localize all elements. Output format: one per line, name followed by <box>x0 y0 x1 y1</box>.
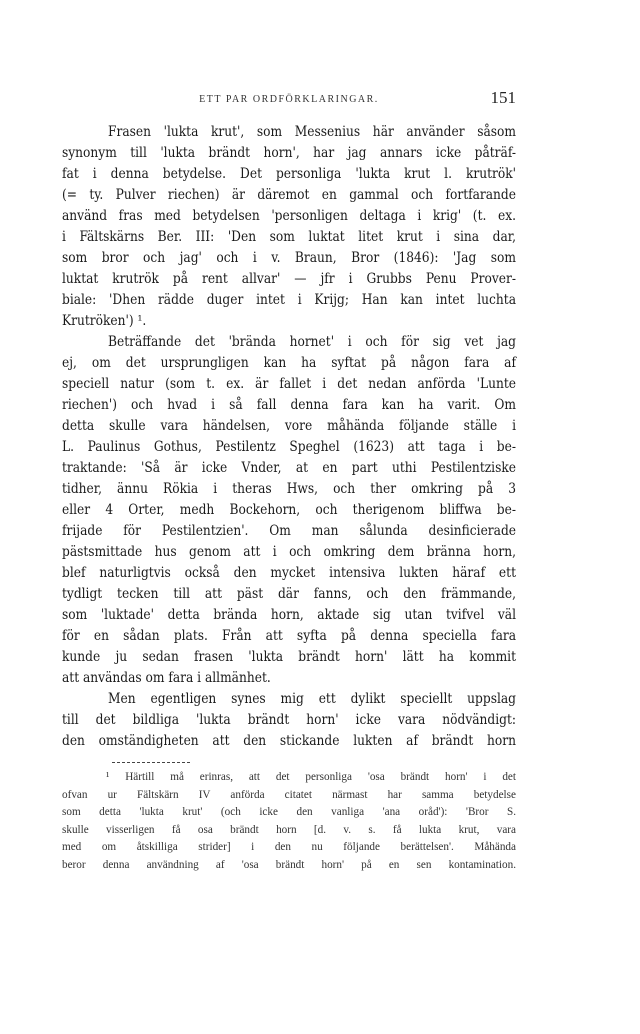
body-text <box>62 122 516 752</box>
footnote-rule <box>112 762 190 763</box>
text-line: Beträffande det 'brända hornet' i och för sig vet jag <box>108 334 516 350</box>
footnote-line: ofvan ur Fältskärn IV anförda citatet närmast har samma betydelse <box>62 788 516 801</box>
footnote-line: skulle visserligen få osa brändt horn [d. v. s. få lukta krut, vara <box>62 823 516 836</box>
text-line: använd fras med betydelsen 'personligen deltaga i krig' (t. ex. <box>62 208 516 224</box>
footnote-line: beror denna användning af 'osa brändt horn' på en sen kontamination. <box>62 858 516 871</box>
text-line: (= ty. Pulver riechen) är däremot en gammal och fortfarande <box>62 187 516 203</box>
text-line: som 'luktade' detta brända horn, aktade sig utan tvifvel väl <box>62 607 516 623</box>
text-line: som bror och jag' och i v. Braun, Bror (1846): 'Jag som <box>62 250 516 266</box>
text-line: biale: 'Dhen rädde duger intet i Krijg; Han kan intet luchta <box>62 292 516 308</box>
footnote-line: ¹ Härtill må erinras, att det personliga 'osa brändt horn' i det <box>106 771 516 783</box>
book-page <box>62 88 516 874</box>
text-line: detta skulle vara händelsen, vore måhända följande ställe i <box>62 418 516 434</box>
running-title: ETT PAR ORDFÖRKLARINGAR. <box>199 94 379 105</box>
page-number: 151 <box>490 88 516 107</box>
footnote-line: som detta 'lukta krut' (och icke den vanliga 'ana oråd'): 'Bror S. <box>62 806 516 818</box>
running-head <box>62 88 516 114</box>
text-line: speciell natur (som t. ex. är fallet i det nedan anförda 'Lunte <box>62 376 516 392</box>
text-line: den omständigheten att den stickande lukten af brändt horn <box>62 733 516 749</box>
text-line: frijade för Pestilentzien'. Om man sålunda desinficierade <box>62 523 516 539</box>
text-line: tydligt tecken till att päst där fanns, och den främmande, <box>62 586 516 602</box>
footnotes <box>62 769 516 874</box>
text-line: blef naturligtvis också den mycket intensiva lukten häraf ett <box>62 565 516 581</box>
text-line: Frasen 'lukta krut', som Messenius här använder såsom <box>108 124 516 140</box>
text-line: pästsmittade hus genom att i och omkring dem bränna horn, <box>62 544 516 560</box>
text-line: traktande: 'Så är icke Vnder, at en part uthi Pestilentziske <box>62 460 516 476</box>
text-line: eller 4 Orter, medh Bockehorn, och therigenom bliffwa be- <box>62 502 516 518</box>
text-line: fat i denna betydelse. Det personliga 'lukta krut l. krutrök' <box>62 166 516 182</box>
text-line: tidher, ännu Rökia i theras Hws, och ther omkring på 3 <box>62 481 516 497</box>
text-line: kunde ju sedan frasen 'lukta brändt horn' lätt ha kommit <box>62 649 516 665</box>
text-line: riechen') och hvad i så fall denna fara kan ha varit. Om <box>62 397 516 413</box>
text-line: ej, om det ursprungligen kan ha syftat på någon fara af <box>62 355 516 371</box>
text-line: för en sådan plats. Från att syfta på denna speciella fara <box>62 628 516 644</box>
text-line: i Fältskärns Ber. III: 'Den som luktat litet krut i sina dar, <box>62 229 516 245</box>
text-line: luktat krutrök på rent allvar' — jfr i Grubbs Penu Prover- <box>62 271 516 287</box>
text-line: att användas om fara i allmänhet. <box>62 670 271 686</box>
text-line: till det bildliga 'lukta brändt horn' icke vara nödvändigt: <box>62 712 516 728</box>
text-line: L. Paulinus Gothus, Pestilentz Speghel (1623) att taga i be- <box>62 439 516 455</box>
text-line: Krutröken') ¹. <box>62 313 147 329</box>
text-line: synonym till 'lukta brändt horn', har jag annars icke påträf- <box>62 145 516 161</box>
footnote-line: med om åtskilliga strider] i den nu följande berättelsen'. Måhända <box>62 841 516 853</box>
text-line: Men egentligen synes mig ett dylikt speciellt uppslag <box>108 691 516 707</box>
